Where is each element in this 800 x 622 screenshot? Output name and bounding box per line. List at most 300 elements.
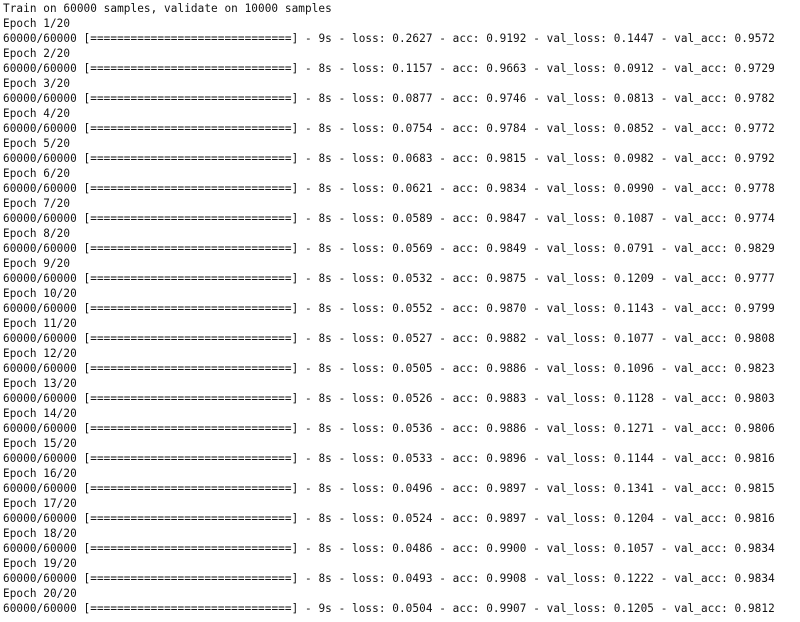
loss-value: 0.1157 [392,62,433,75]
separator: - val_loss: [526,512,614,525]
acc-value: 0.9784 [486,122,527,135]
separator [77,482,84,495]
separator: - val_loss: [526,362,614,375]
loss-value: 0.0527 [392,332,433,345]
epoch-label-line: Epoch 1/20 [3,17,71,30]
loss-value: 0.0533 [392,452,433,465]
epoch-time: 8s [318,92,332,105]
sample-count: 60000/60000 [3,32,77,45]
epoch-time: 8s [318,122,332,135]
sample-count: 60000/60000 [3,92,77,105]
loss-value: 0.0486 [392,542,433,555]
separator: - [298,332,319,345]
loss-value: 0.0589 [392,212,433,225]
separator: - val_loss: [526,542,614,555]
progress-bar: [==============================] [83,212,299,225]
acc-value: 0.9882 [486,332,527,345]
separator: - val_loss: [526,572,614,585]
val-loss-value: 0.1144 [613,452,654,465]
separator [77,422,84,435]
separator: - loss: [331,242,393,255]
separator [77,182,84,195]
epoch-label-line: Epoch 7/20 [3,197,71,210]
separator: - loss: [331,272,393,285]
separator: - val_acc: [654,572,735,585]
progress-bar: [==============================] [83,392,299,405]
separator: - [298,122,319,135]
val-loss-value: 0.1057 [613,542,654,555]
epoch-label-line: Epoch 20/20 [3,587,77,600]
val-loss-value: 0.1087 [613,212,654,225]
val-loss-value: 0.1271 [613,422,654,435]
epoch-label-line: Epoch 6/20 [3,167,71,180]
separator: - val_loss: [526,242,614,255]
separator [77,512,84,525]
acc-value: 0.9897 [486,482,527,495]
separator: - acc: [432,572,487,585]
separator: - [298,302,319,315]
separator: - [298,152,319,165]
separator: - [298,182,319,195]
sample-count: 60000/60000 [3,242,77,255]
epoch-time: 8s [318,572,332,585]
sample-count: 60000/60000 [3,332,77,345]
sample-count: 60000/60000 [3,302,77,315]
loss-value: 0.0536 [392,422,433,435]
epoch-progress-line [3,511,800,526]
val-acc-value: 0.9778 [734,182,775,195]
epoch-progress-line [3,241,800,256]
acc-value: 0.9847 [486,212,527,225]
separator: - loss: [331,332,393,345]
epoch-progress-line [3,271,800,286]
separator: - acc: [432,212,487,225]
progress-bar: [==============================] [83,32,299,45]
separator: - val_loss: [526,32,614,45]
separator: - val_loss: [526,92,614,105]
separator [77,152,84,165]
val-acc-value: 0.9792 [734,152,775,165]
epoch-progress-line [3,151,800,166]
val-acc-value: 0.9815 [734,482,775,495]
separator: - val_loss: [526,422,614,435]
separator: - [298,602,319,615]
epoch-time: 8s [318,212,332,225]
separator: - val_acc: [654,92,735,105]
separator: - val_acc: [654,242,735,255]
separator: - loss: [331,572,393,585]
val-loss-value: 0.0813 [613,92,654,105]
progress-bar: [==============================] [83,482,299,495]
separator: - val_acc: [654,62,735,75]
loss-value: 0.0683 [392,152,433,165]
progress-bar: [==============================] [83,242,299,255]
epoch-progress-line [3,541,800,556]
progress-bar: [==============================] [83,182,299,195]
separator: - val_acc: [654,542,735,555]
separator: - [298,242,319,255]
loss-value: 0.0524 [392,512,433,525]
val-loss-value: 0.1077 [613,332,654,345]
val-acc-value: 0.9816 [734,452,775,465]
val-acc-value: 0.9572 [734,32,775,45]
val-acc-value: 0.9808 [734,332,775,345]
separator [77,542,84,555]
separator [77,392,84,405]
separator: - val_acc: [654,182,735,195]
acc-value: 0.9886 [486,362,527,375]
separator [77,602,84,615]
epoch-label-line: Epoch 15/20 [3,437,77,450]
loss-value: 0.0532 [392,272,433,285]
epoch-time: 8s [318,422,332,435]
separator: - val_loss: [526,602,614,615]
separator: - loss: [331,212,393,225]
epoch-time: 8s [318,62,332,75]
progress-bar: [==============================] [83,332,299,345]
separator: - [298,62,319,75]
val-loss-value: 0.1096 [613,362,654,375]
separator: - acc: [432,602,487,615]
separator: - acc: [432,362,487,375]
separator: - acc: [432,92,487,105]
epoch-progress-line [3,331,800,346]
separator: - [298,212,319,225]
separator [77,242,84,255]
separator: - [298,92,319,105]
separator: - val_loss: [526,212,614,225]
separator [77,62,84,75]
epoch-progress-line [3,91,800,106]
progress-bar: [==============================] [83,572,299,585]
acc-value: 0.9192 [486,32,527,45]
epoch-time: 9s [318,32,332,45]
sample-count: 60000/60000 [3,152,77,165]
separator: - val_acc: [654,512,735,525]
separator [77,212,84,225]
progress-bar: [==============================] [83,272,299,285]
training-log-console [3,1,800,616]
epoch-time: 8s [318,242,332,255]
loss-value: 0.0526 [392,392,433,405]
val-acc-value: 0.9806 [734,422,775,435]
epoch-label-line: Epoch 9/20 [3,257,71,270]
separator [77,272,84,285]
separator: - loss: [331,482,393,495]
progress-bar: [==============================] [83,362,299,375]
acc-value: 0.9883 [486,392,527,405]
acc-value: 0.9897 [486,512,527,525]
loss-value: 0.0621 [392,182,433,195]
separator: - val_loss: [526,302,614,315]
acc-value: 0.9849 [486,242,527,255]
separator: - acc: [432,392,487,405]
epoch-label-line: Epoch 19/20 [3,557,77,570]
loss-value: 0.0496 [392,482,433,495]
separator: - loss: [331,422,393,435]
epoch-progress-line [3,391,800,406]
val-acc-value: 0.9782 [734,92,775,105]
loss-value: 0.2627 [392,32,433,45]
progress-bar: [==============================] [83,422,299,435]
progress-bar: [==============================] [83,302,299,315]
val-loss-value: 0.0990 [613,182,654,195]
epoch-label-line: Epoch 18/20 [3,527,77,540]
separator: - acc: [432,122,487,135]
separator: - loss: [331,542,393,555]
separator: - val_loss: [526,392,614,405]
acc-value: 0.9870 [486,302,527,315]
separator: - val_acc: [654,392,735,405]
progress-bar: [==============================] [83,62,299,75]
epoch-progress-line [3,361,800,376]
epoch-label-line: Epoch 8/20 [3,227,71,240]
separator: - loss: [331,122,393,135]
epoch-time: 8s [318,272,332,285]
acc-value: 0.9815 [486,152,527,165]
separator: - [298,572,319,585]
epoch-label-line: Epoch 3/20 [3,77,71,90]
separator: - loss: [331,392,393,405]
epoch-progress-line [3,601,800,616]
separator: - val_loss: [526,272,614,285]
separator: - val_acc: [654,32,735,45]
epoch-time: 8s [318,152,332,165]
separator [77,92,84,105]
sample-count: 60000/60000 [3,572,77,585]
val-loss-value: 0.0912 [613,62,654,75]
val-acc-value: 0.9777 [734,272,775,285]
val-acc-value: 0.9774 [734,212,775,225]
epoch-progress-line [3,31,800,46]
sample-count: 60000/60000 [3,182,77,195]
sample-count: 60000/60000 [3,482,77,495]
separator: - acc: [432,302,487,315]
sample-count: 60000/60000 [3,452,77,465]
separator: - loss: [331,152,393,165]
val-loss-value: 0.1128 [613,392,654,405]
sample-count: 60000/60000 [3,122,77,135]
progress-bar: [==============================] [83,542,299,555]
separator: - loss: [331,62,393,75]
acc-value: 0.9908 [486,572,527,585]
val-loss-value: 0.0791 [613,242,654,255]
val-loss-value: 0.0852 [613,122,654,135]
val-loss-value: 0.1209 [613,272,654,285]
separator: - val_acc: [654,152,735,165]
val-loss-value: 0.1205 [613,602,654,615]
progress-bar: [==============================] [83,152,299,165]
progress-bar: [==============================] [83,452,299,465]
val-acc-value: 0.9834 [734,572,775,585]
sample-count: 60000/60000 [3,422,77,435]
separator: - val_acc: [654,302,735,315]
separator: - val_acc: [654,422,735,435]
separator [77,122,84,135]
acc-value: 0.9900 [486,542,527,555]
epoch-time: 9s [318,602,332,615]
separator: - val_acc: [654,122,735,135]
loss-value: 0.0493 [392,572,433,585]
epoch-time: 8s [318,332,332,345]
epoch-time: 8s [318,482,332,495]
separator: - val_loss: [526,332,614,345]
separator [77,302,84,315]
epoch-time: 8s [318,392,332,405]
epoch-progress-line [3,181,800,196]
epoch-label-line: Epoch 14/20 [3,407,77,420]
separator: - acc: [432,272,487,285]
separator: - loss: [331,452,393,465]
epoch-label-line: Epoch 5/20 [3,137,71,150]
separator: - acc: [432,32,487,45]
epoch-time: 8s [318,362,332,375]
loss-value: 0.0504 [392,602,433,615]
separator: - val_loss: [526,122,614,135]
separator: - [298,272,319,285]
separator: - loss: [331,302,393,315]
separator: - acc: [432,422,487,435]
val-acc-value: 0.9812 [734,602,775,615]
acc-value: 0.9907 [486,602,527,615]
train-summary-line: Train on 60000 samples, validate on 10000 samples [3,2,332,15]
epoch-progress-line [3,451,800,466]
epoch-progress-line [3,481,800,496]
loss-value: 0.0569 [392,242,433,255]
sample-count: 60000/60000 [3,542,77,555]
separator: - [298,32,319,45]
val-acc-value: 0.9803 [734,392,775,405]
epoch-label-line: Epoch 2/20 [3,47,71,60]
epoch-time: 8s [318,452,332,465]
loss-value: 0.0877 [392,92,433,105]
separator: - val_acc: [654,272,735,285]
val-acc-value: 0.9729 [734,62,775,75]
separator: - acc: [432,152,487,165]
val-acc-value: 0.9772 [734,122,775,135]
separator: - [298,482,319,495]
sample-count: 60000/60000 [3,602,77,615]
val-loss-value: 0.1204 [613,512,654,525]
sample-count: 60000/60000 [3,272,77,285]
separator: - acc: [432,542,487,555]
acc-value: 0.9875 [486,272,527,285]
epoch-time: 8s [318,302,332,315]
separator: - val_loss: [526,452,614,465]
separator: - [298,452,319,465]
separator: - acc: [432,182,487,195]
epoch-label-line: Epoch 10/20 [3,287,77,300]
separator: - val_loss: [526,62,614,75]
acc-value: 0.9834 [486,182,527,195]
epoch-progress-line [3,211,800,226]
separator [77,32,84,45]
acc-value: 0.9886 [486,422,527,435]
acc-value: 0.9896 [486,452,527,465]
separator: - acc: [432,482,487,495]
loss-value: 0.0754 [392,122,433,135]
separator: - acc: [432,242,487,255]
acc-value: 0.9663 [486,62,527,75]
separator [77,362,84,375]
epoch-time: 8s [318,542,332,555]
loss-value: 0.0552 [392,302,433,315]
val-loss-value: 0.1143 [613,302,654,315]
val-acc-value: 0.9829 [734,242,775,255]
epoch-time: 8s [318,512,332,525]
separator: - acc: [432,452,487,465]
separator: - [298,362,319,375]
epoch-progress-line [3,121,800,136]
separator: - val_loss: [526,182,614,195]
sample-count: 60000/60000 [3,212,77,225]
epoch-label-line: Epoch 17/20 [3,497,77,510]
val-loss-value: 0.1447 [613,32,654,45]
separator: - loss: [331,512,393,525]
epoch-label-line: Epoch 12/20 [3,347,77,360]
progress-bar: [==============================] [83,122,299,135]
epoch-label-line: Epoch 16/20 [3,467,77,480]
epoch-progress-line [3,61,800,76]
epoch-progress-line [3,571,800,586]
val-acc-value: 0.9834 [734,542,775,555]
separator: - loss: [331,182,393,195]
progress-bar: [==============================] [83,602,299,615]
separator: - val_loss: [526,152,614,165]
separator: - val_acc: [654,482,735,495]
epoch-label-line: Epoch 4/20 [3,107,71,120]
separator: - [298,512,319,525]
separator [77,452,84,465]
val-loss-value: 0.1222 [613,572,654,585]
separator: - val_acc: [654,452,735,465]
val-acc-value: 0.9799 [734,302,775,315]
separator [77,572,84,585]
epoch-label-line: Epoch 11/20 [3,317,77,330]
sample-count: 60000/60000 [3,392,77,405]
val-acc-value: 0.9823 [734,362,775,375]
sample-count: 60000/60000 [3,362,77,375]
epoch-time: 8s [318,182,332,195]
acc-value: 0.9746 [486,92,527,105]
separator: - [298,422,319,435]
val-acc-value: 0.9816 [734,512,775,525]
separator: - loss: [331,602,393,615]
separator: - val_acc: [654,332,735,345]
epoch-progress-line [3,421,800,436]
separator: - loss: [331,362,393,375]
separator: - val_loss: [526,482,614,495]
val-loss-value: 0.1341 [613,482,654,495]
val-loss-value: 0.0982 [613,152,654,165]
loss-value: 0.0505 [392,362,433,375]
separator: - loss: [331,32,393,45]
separator: - val_acc: [654,212,735,225]
separator: - acc: [432,62,487,75]
separator: - [298,392,319,405]
epoch-label-line: Epoch 13/20 [3,377,77,390]
progress-bar: [==============================] [83,92,299,105]
progress-bar: [==============================] [83,512,299,525]
separator: - [298,542,319,555]
separator: - val_acc: [654,602,735,615]
separator [77,332,84,345]
separator: - acc: [432,512,487,525]
sample-count: 60000/60000 [3,62,77,75]
separator: - loss: [331,92,393,105]
sample-count: 60000/60000 [3,512,77,525]
separator: - val_acc: [654,362,735,375]
